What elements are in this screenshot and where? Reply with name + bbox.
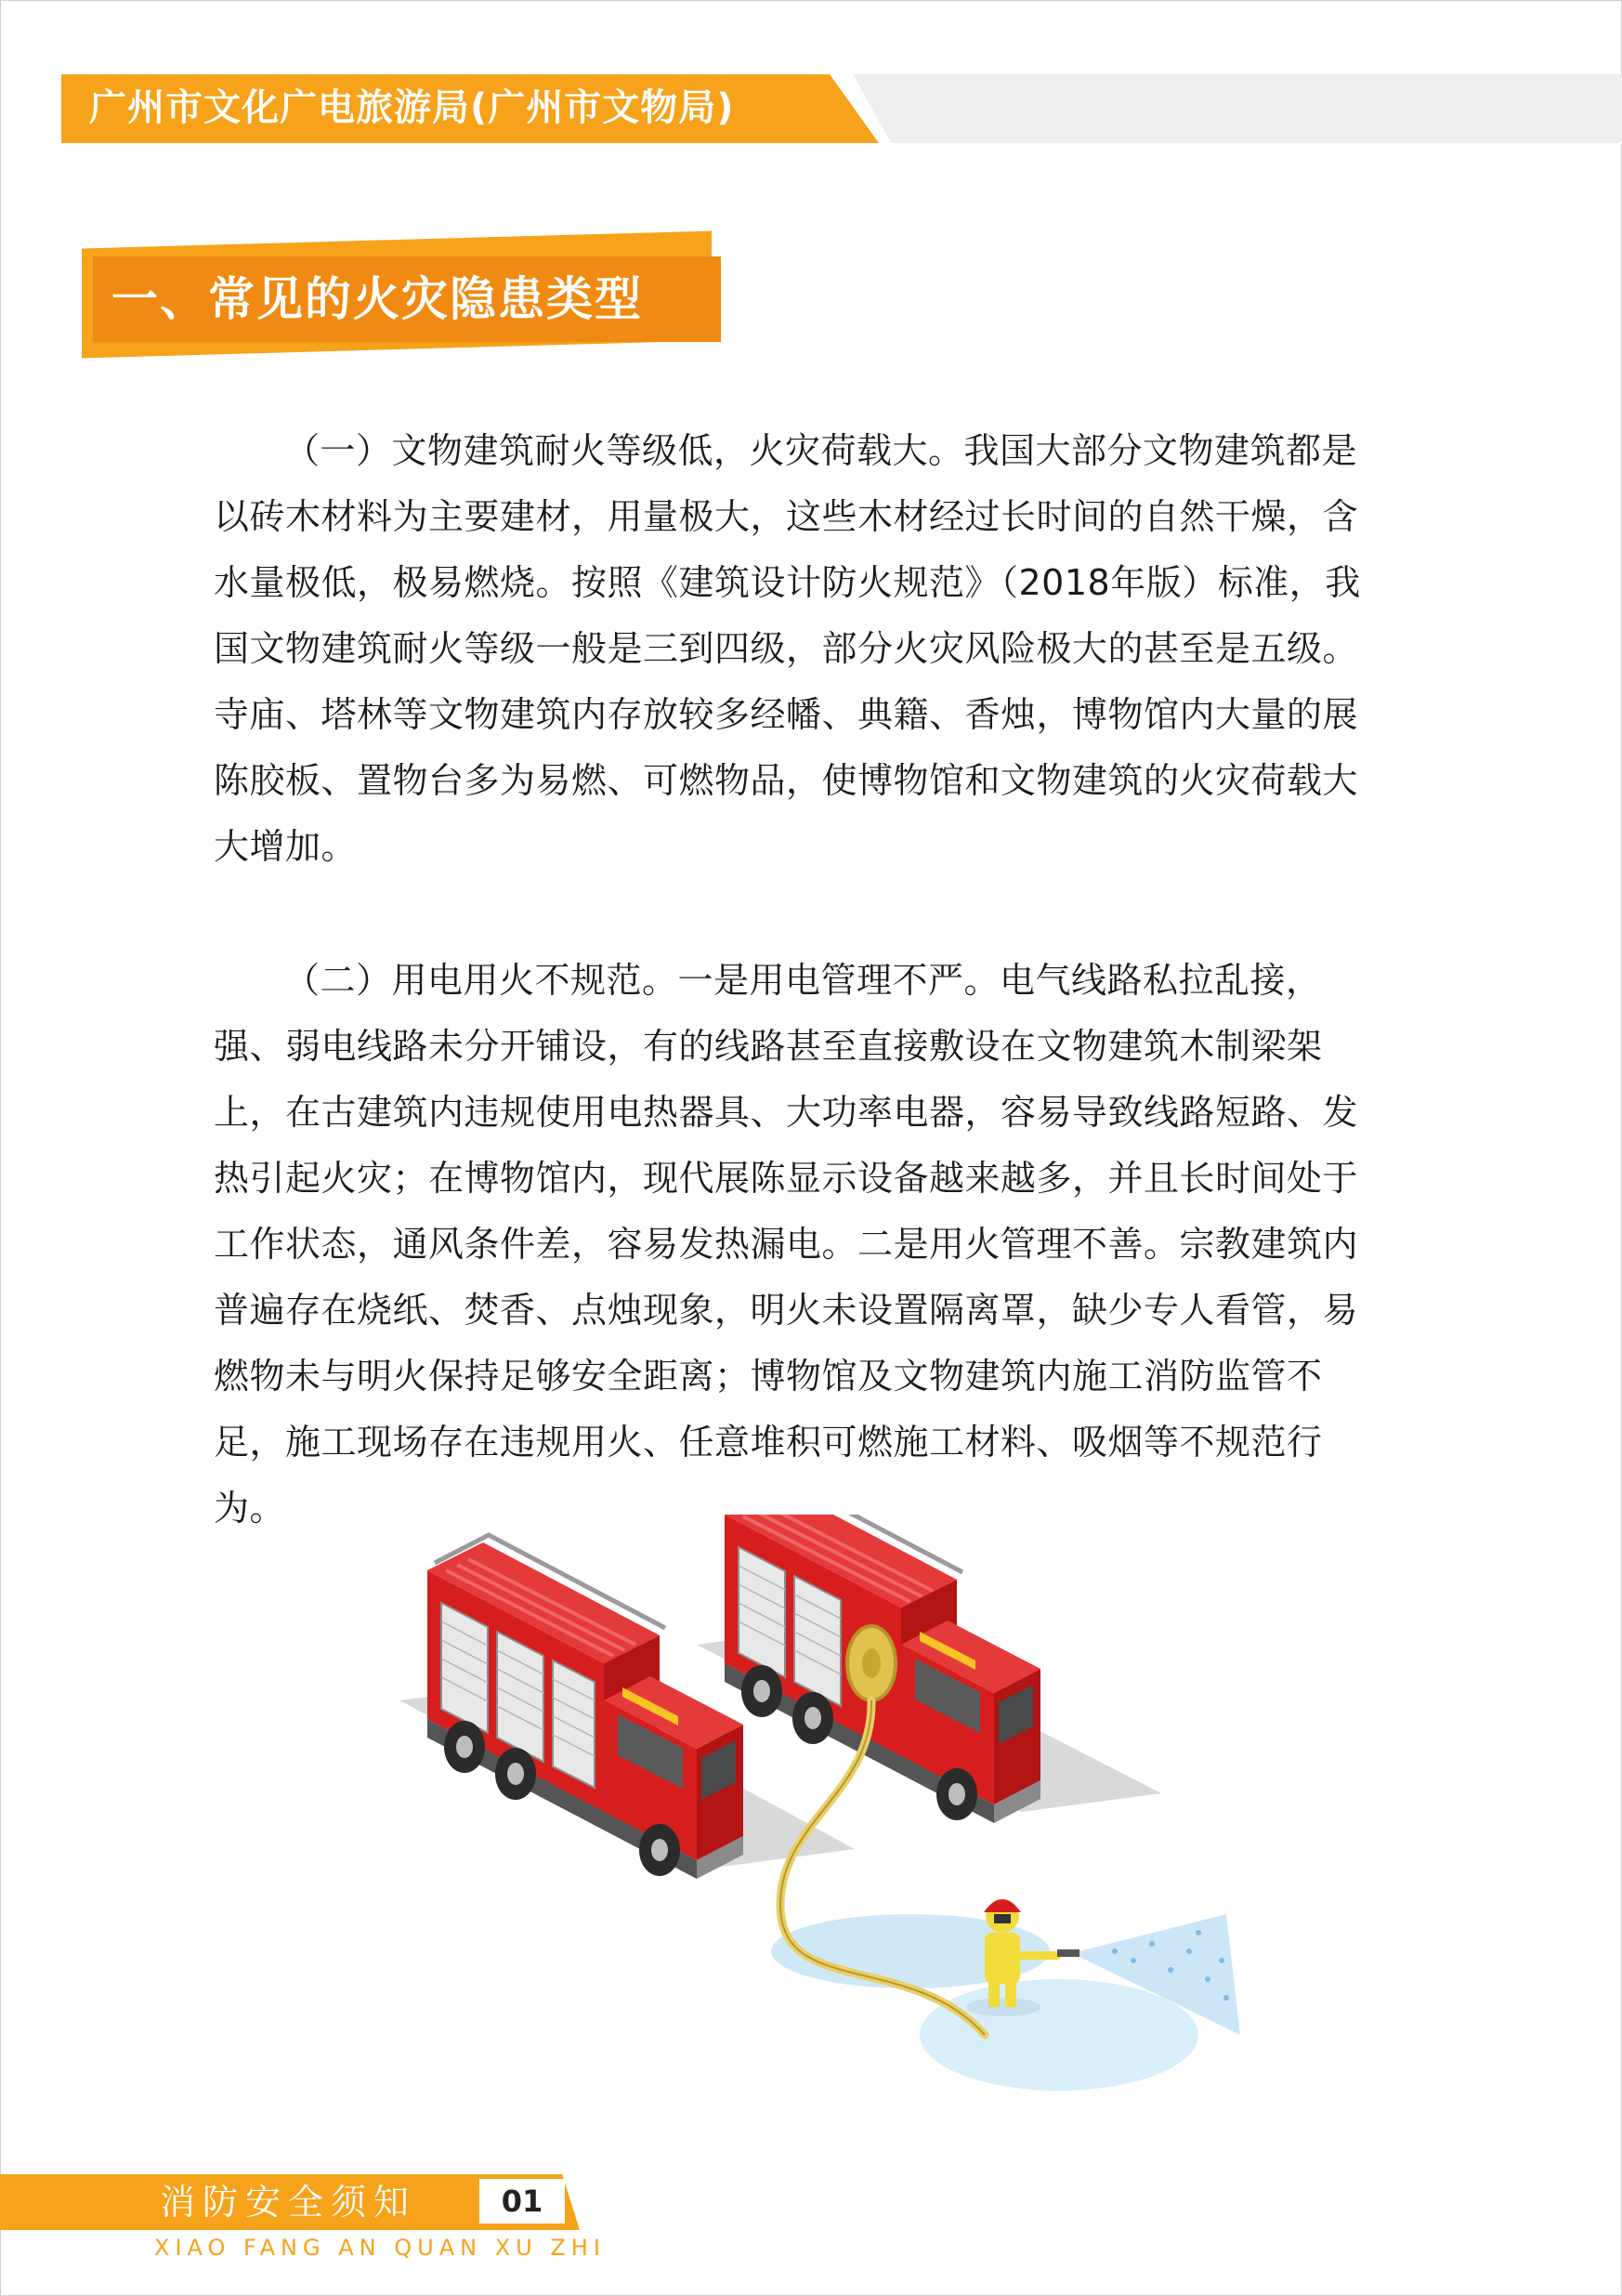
section-title: 一、常见的火灾隐患类型 — [111, 272, 643, 326]
footer-title: 消防安全须知 — [160, 2182, 417, 2223]
paragraph-line: （二）用电用火不规范。一是用电管理不严。电气线路私拉乱接， — [284, 960, 1322, 1001]
paragraph-line: 强、弱电线路未分开铺设，有的线路甚至直接敷设在文物建筑木制梁架 — [214, 1026, 1323, 1067]
paragraph-line: 工作状态，通风条件差，容易发热漏电。二是用火管理不善。宗教建筑内 — [214, 1224, 1359, 1265]
paragraph-line: 以砖木材料为主要建材，用量极大，这些木材经过长时间的自然干燥，含 — [214, 496, 1359, 537]
page-number: 01 — [479, 2179, 565, 2224]
paragraph-line: 水量极低，极易燃烧。按照《建筑设计防火规范》（2018年版）标准，我 — [214, 562, 1361, 603]
header-gray-band — [853, 74, 1622, 143]
paragraph-line: 普遍存在烧纸、焚香、点烛现象，明火未设置隔离罩，缺少专人看管，易 — [214, 1290, 1359, 1331]
paragraph-line: 上，在古建筑内违规使用电热器具、大功率电器，容易导致线路短路、发 — [214, 1092, 1359, 1133]
paragraph-1 — [214, 418, 1421, 880]
footer-pinyin: XIAO FANG AN QUAN XU ZHI — [154, 2235, 606, 2261]
paragraph-2 — [214, 948, 1421, 1542]
fire-truck-icon — [390, 1515, 1245, 2119]
paragraph-line: 国文物建筑耐火等级一般是三到四级，部分火灾风险极大的甚至是五级。 — [214, 628, 1359, 669]
paragraph-line: 为。 — [214, 1488, 286, 1528]
paragraph-line: 大增加。 — [214, 826, 358, 867]
paragraph-line: 热引起火灾；在博物馆内，现代展陈显示设备越来越多，并且长时间处于 — [214, 1158, 1359, 1199]
paragraph-line: （一）文物建筑耐火等级低，火灾荷载大。我国大部分文物建筑都是 — [284, 430, 1358, 471]
header-title: 广州市文化广电旅游局(广州市文物局) — [89, 86, 735, 129]
paragraph-line: 足，施工现场存在违规用火、任意堆积可燃施工材料、吸烟等不规范行 — [214, 1422, 1323, 1463]
fire-trucks-firefighter-illustration — [390, 1515, 1245, 2119]
paragraph-line: 寺庙、塔林等文物建筑内存放较多经幡、典籍、香烛，博物馆内大量的展 — [214, 694, 1359, 735]
paragraph-line: 燃物未与明火保持足够安全距离；博物馆及文物建筑内施工消防监管不 — [214, 1356, 1323, 1397]
paragraph-line: 陈胶板、置物台多为易燃、可燃物品，使博物馆和文物建筑的火灾荷载大 — [214, 760, 1359, 801]
